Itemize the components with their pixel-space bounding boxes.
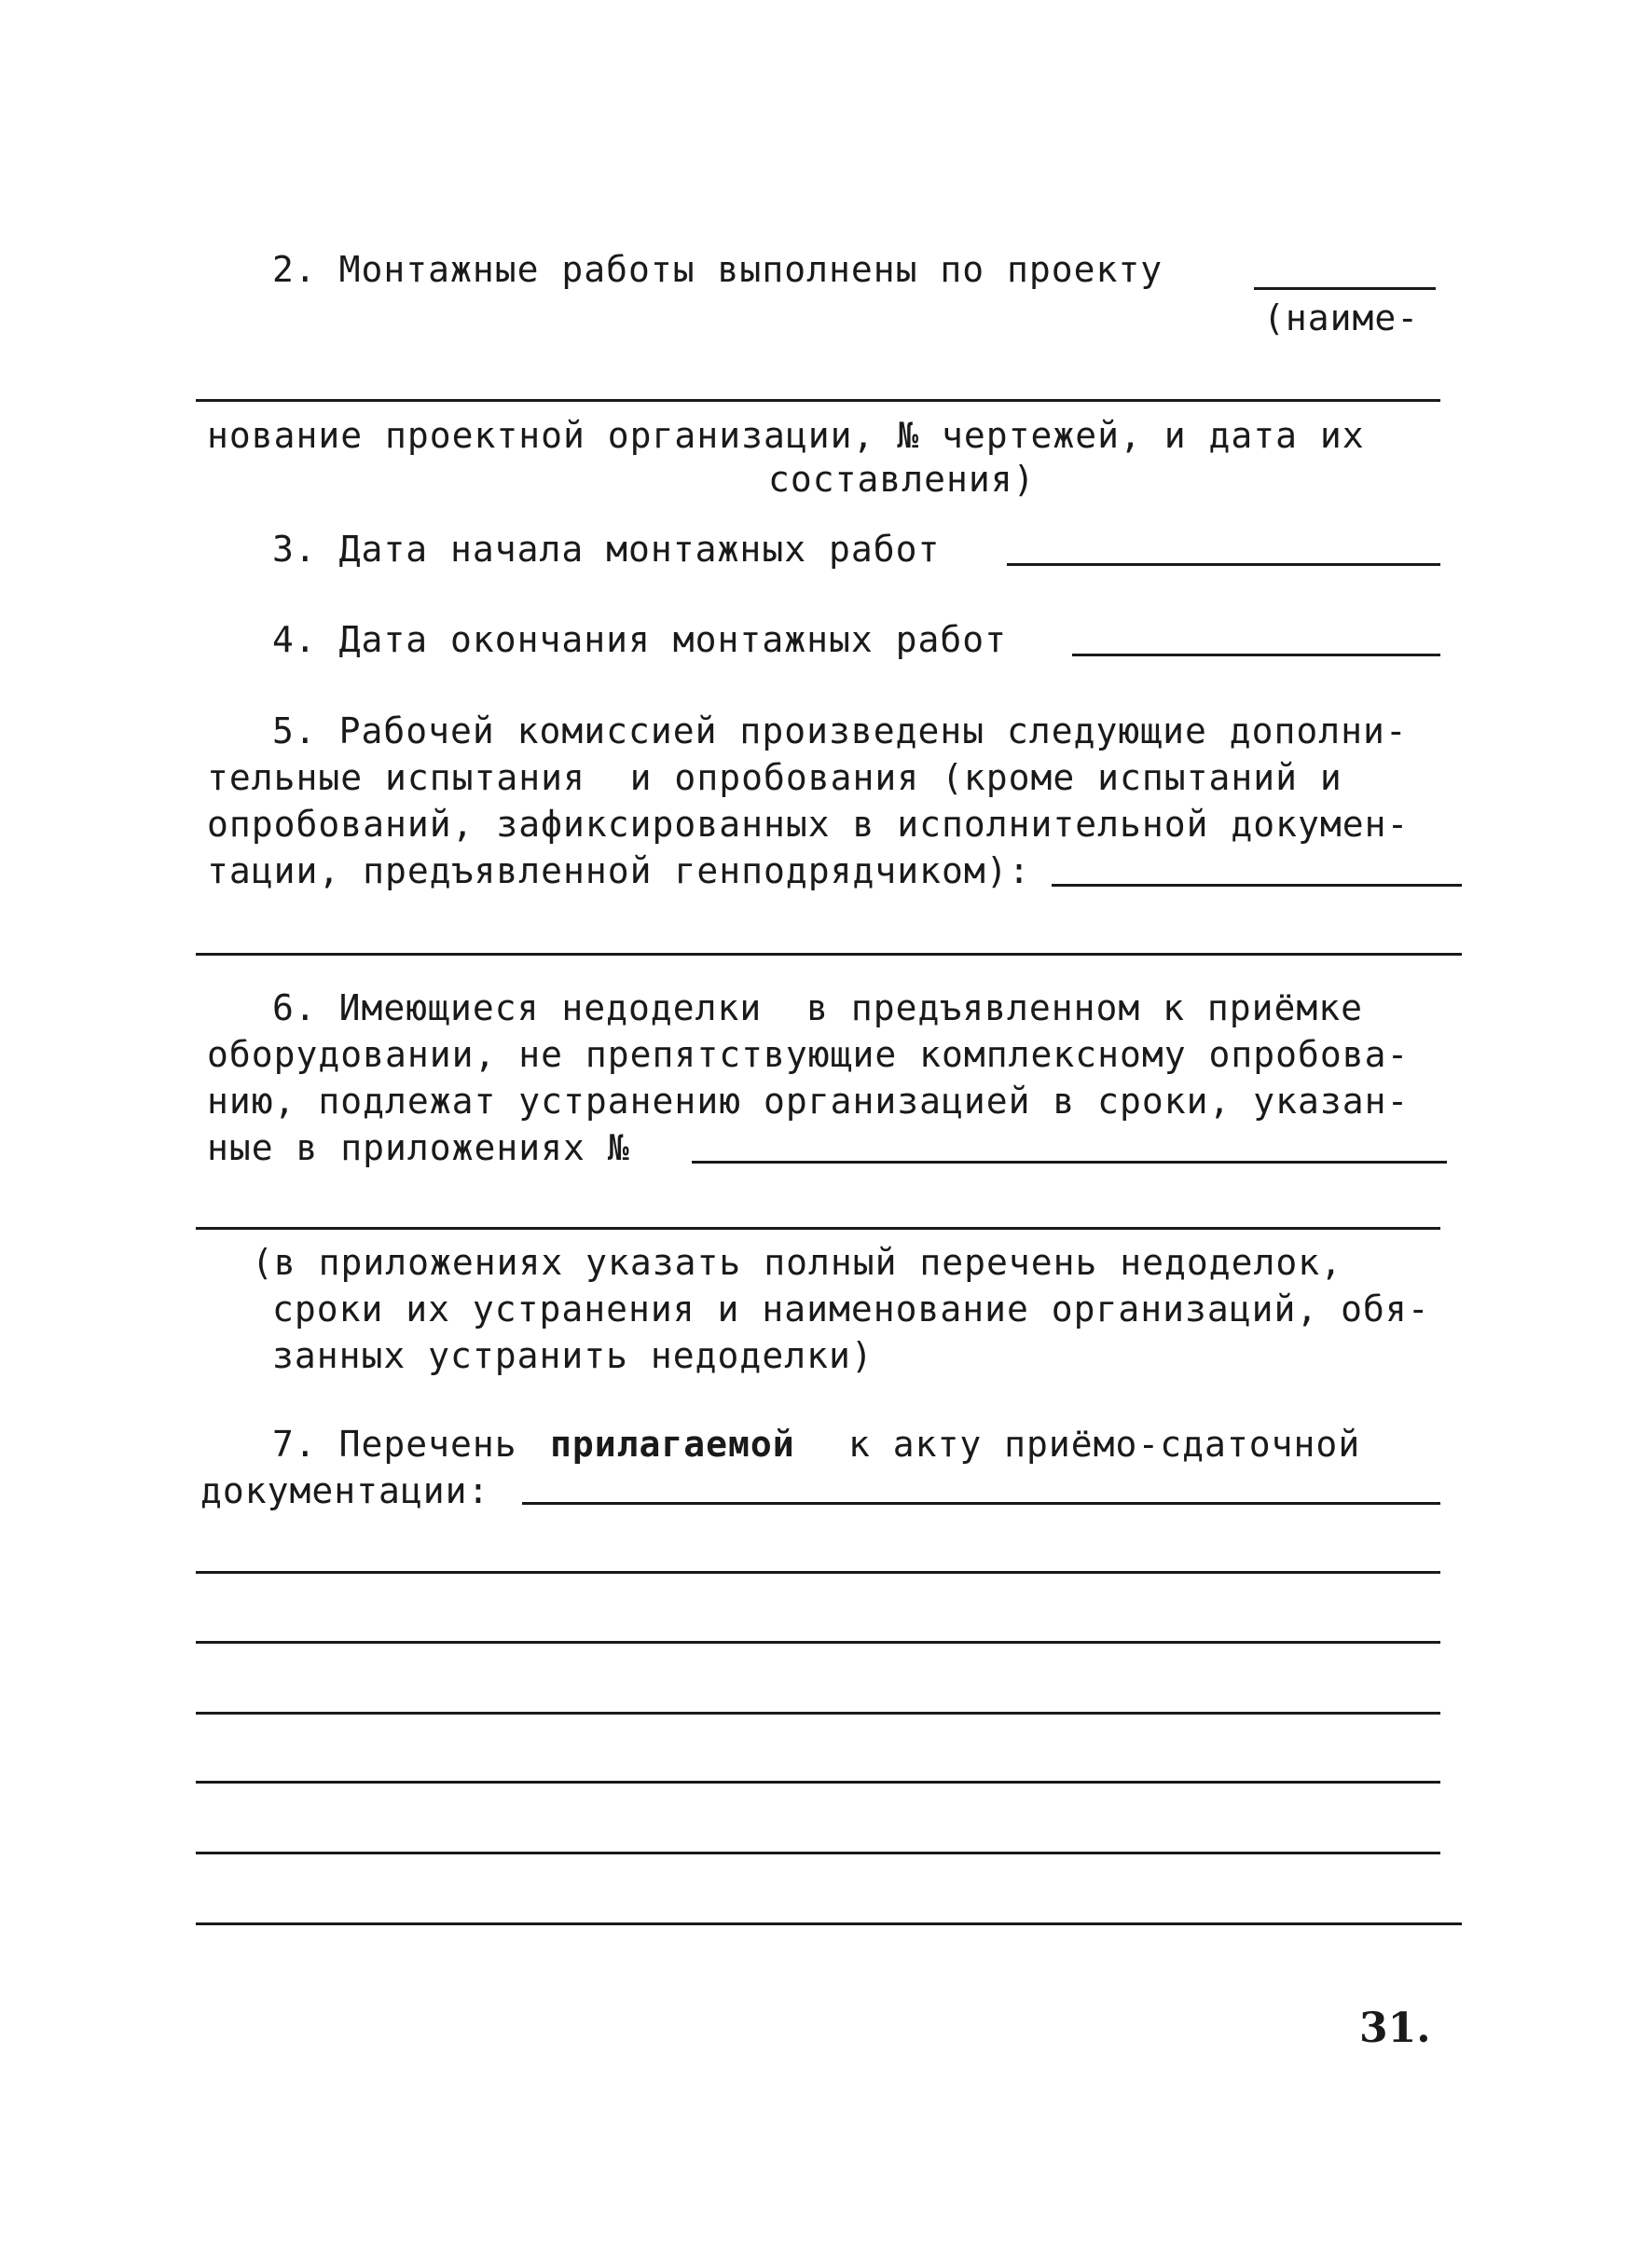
item5-line4: тации, предъявленной генподрядчиком): [207, 850, 1031, 891]
item5-line2: тельные испытания и опробования (кроме испытаний и [207, 757, 1342, 798]
item7-docs-blank-7[interactable] [196, 1922, 1462, 1925]
item6-note2: сроки их устранения и наименование организаций, обя- [272, 1288, 1430, 1330]
item7-line1-emphasis: прилагаемой [550, 1424, 795, 1465]
item7-docs-blank-6[interactable] [196, 1852, 1440, 1854]
item7-line1-prefix: 7. Перечень [272, 1424, 517, 1465]
item2-line4: составления) [768, 459, 1036, 500]
item4-end-date-blank[interactable] [1072, 654, 1440, 656]
item6-line4: ные в приложениях № [207, 1127, 630, 1168]
item2-project-blank[interactable] [1254, 287, 1436, 290]
item6-note1: (в приложениях указать полный перечень недоделок, [252, 1242, 1343, 1283]
item7-line1-suffix: к акту приёмо-сдаточной [848, 1424, 1361, 1465]
item7-docs-blank-2[interactable] [196, 1571, 1440, 1574]
page-number: 31. [1359, 2005, 1431, 2052]
item2-line2: (наиме- [1263, 297, 1420, 338]
item5-tests-blank-2[interactable] [196, 953, 1462, 956]
item6-line1: 6. Имеющиеся недоделки в предъявленном к приёмке [272, 987, 1364, 1028]
item4-label: 4. Дата окончания монтажных работ [272, 619, 1007, 660]
item7-line2: документации: [200, 1470, 490, 1511]
item3-label: 3. Дата начала монтажных работ [272, 529, 941, 570]
item5-line1: 5. Рабочей комиссией произведены следующие дополни- [272, 710, 1408, 751]
item7-docs-blank[interactable] [522, 1502, 1440, 1505]
item2-line3: нование проектной организации, № чертежей, и дата их [207, 415, 1365, 456]
item6-appendix-blank-2[interactable] [196, 1227, 1440, 1230]
item5-tests-blank[interactable] [1052, 884, 1462, 887]
item7-docs-blank-5[interactable] [196, 1781, 1440, 1784]
item2-line1: 2. Монтажные работы выполнены по проекту [272, 249, 1163, 290]
item7-docs-blank-4[interactable] [196, 1712, 1440, 1715]
item6-note3: занных устранить недоделки) [272, 1335, 874, 1376]
item6-line3: нию, подлежат устранению организацией в сроки, указан- [207, 1081, 1410, 1122]
item2-organization-blank[interactable] [196, 399, 1440, 402]
item3-start-date-blank[interactable] [1007, 563, 1440, 566]
item6-line2: оборудовании, не препятствующие комплексному опробова- [207, 1034, 1410, 1075]
item5-line3: опробований, зафиксированных в исполнительной докумен- [207, 804, 1410, 845]
item7-docs-blank-3[interactable] [196, 1641, 1440, 1644]
item6-appendix-blank[interactable] [692, 1161, 1447, 1164]
